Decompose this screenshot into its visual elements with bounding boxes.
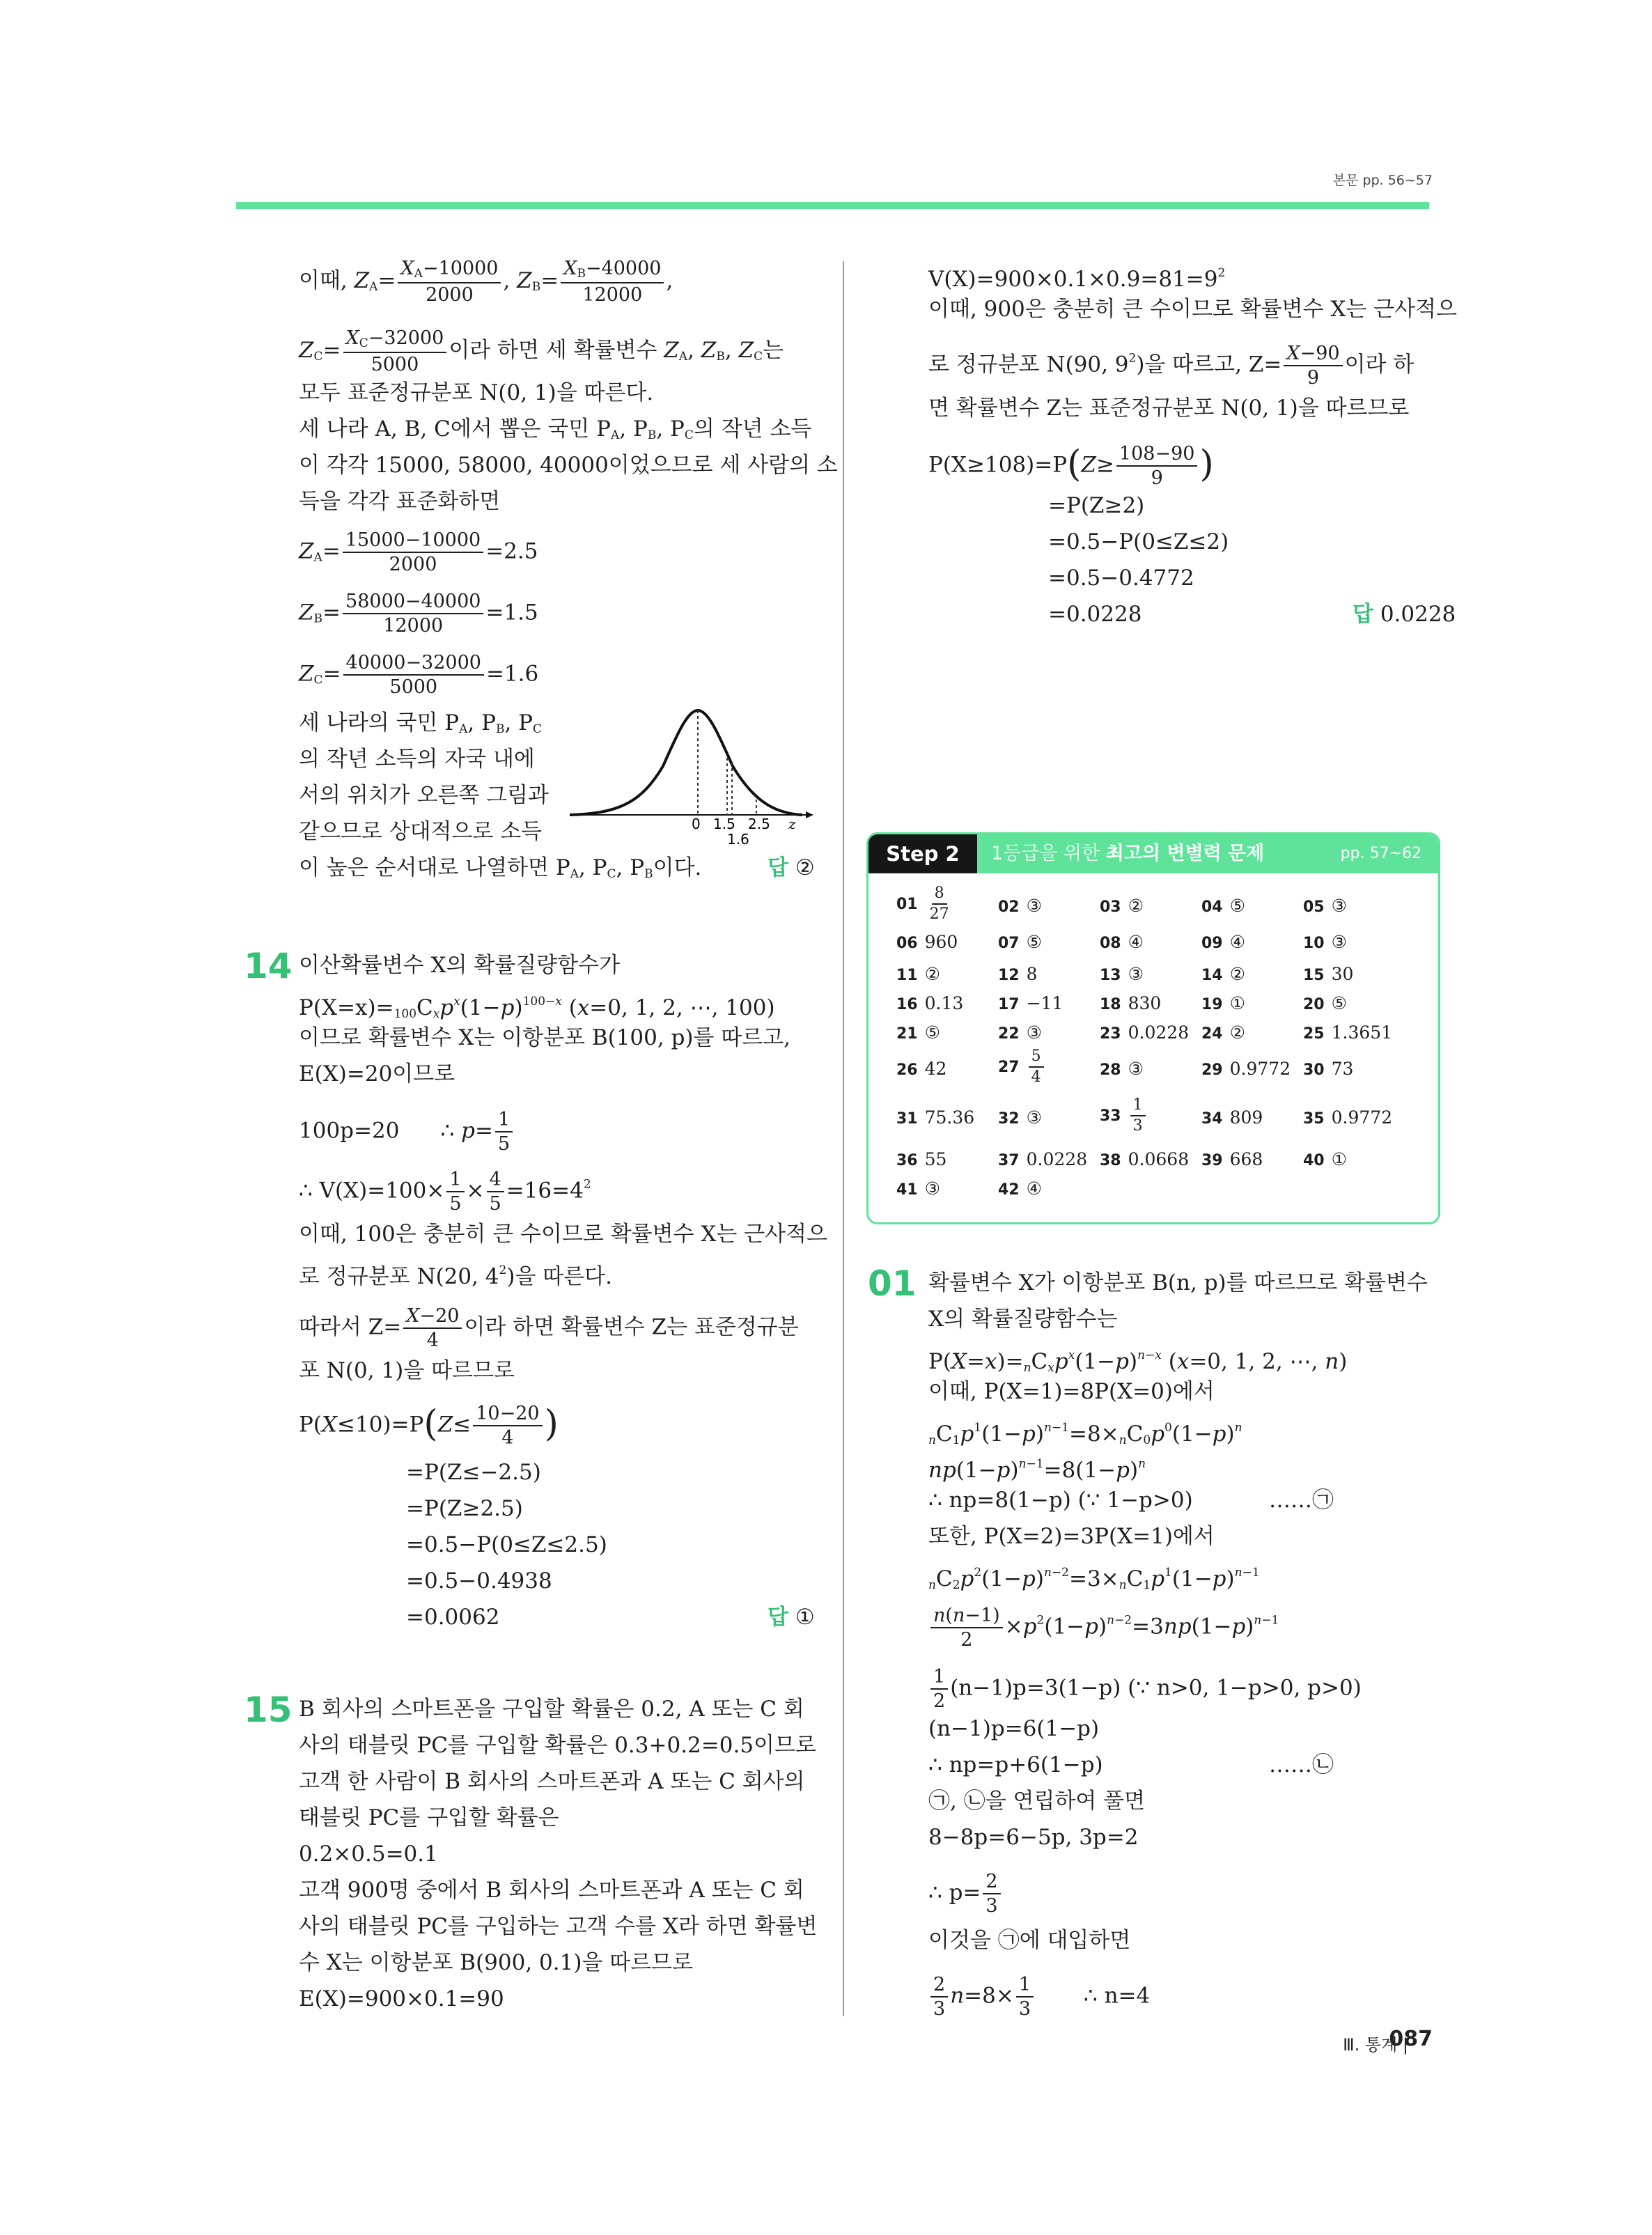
equation: $\frac{1}{2}$ (n−1)p=3(1−p) (∵ n>0, 1−p>0, p>0) (928, 1667, 1362, 1711)
answer-number: 20 (1303, 996, 1325, 1013)
answer-value: ① (1331, 1149, 1348, 1169)
text-line: E(X)=20이므로 (299, 1061, 455, 1087)
answer-number: 34 (1201, 1110, 1223, 1128)
answer-fraction: $\frac{1}{3}$ (1130, 1098, 1146, 1134)
answer-value: ⑤ (1229, 896, 1246, 916)
answer-number: 10 (1303, 935, 1325, 952)
zscore-c-definition: ZC= $\frac{XC-32000}{5000}$ 이라 하면 세 확률변수 ZA, ZB, ZC는 (299, 327, 784, 375)
answer-cell (1201, 1107, 1263, 1130)
answer-value: ④ (1229, 932, 1246, 952)
answer-value: 0.0668 (1128, 1149, 1190, 1169)
answer-number: 28 (1100, 1061, 1121, 1079)
answer-value: ③ (924, 1178, 941, 1199)
standardization-15: 로 정규분포 N(90, $9^2$)을 따르고, Z= $\frac{X-90}{9}$ 이라 하 (928, 343, 1415, 389)
answer-number: 37 (998, 1152, 1020, 1169)
answer-cell (998, 896, 1042, 918)
answer-cell (1303, 1022, 1392, 1045)
step-line: =0.5−P(0≤Z≤2) (1048, 529, 1229, 554)
label-2-5: 2.5 (748, 816, 770, 832)
text-line: 고객 900명 중에서 B 회사의 스마트폰과 A 또는 C 회 (299, 1878, 804, 1903)
answer-number: 27 (998, 1058, 1020, 1076)
answer-cell (998, 993, 1063, 1015)
answer-number: 35 (1303, 1110, 1325, 1128)
text-line: 이때, P(X=1)=8P(X=0)에서 (928, 1379, 1215, 1404)
zscore-c: ZC= $\frac{40000-32000}{5000}$ =1.6 (299, 652, 539, 698)
equation: $\frac{n(n-1)}{2}$ $\times p^2(1-p)^{n-2}=3np(1-p)^{n-1}$ (928, 1606, 1279, 1649)
answer-value: ② (1128, 896, 1144, 916)
answer-value: ⑤ (924, 1022, 941, 1043)
answer-value: ② (1229, 1022, 1246, 1043)
step-line: =P(Z≤−2.5) (406, 1460, 541, 1485)
answer-value: 809 (1229, 1107, 1263, 1128)
answer-cell (998, 1049, 1046, 1085)
answer-cell (1303, 1059, 1353, 1081)
text-line: 사의 태블릿 PC를 구입할 확률은 0.3+0.2=0.5이므로 (299, 1733, 816, 1758)
answer-value: ③ (1128, 964, 1144, 984)
answer-number: 06 (896, 935, 918, 952)
answer-value: 0.9772 (1229, 1059, 1291, 1079)
label-1-6: 1.6 (727, 831, 749, 848)
answer-value: ④ (1026, 1178, 1043, 1199)
answer-value: 960 (924, 932, 958, 952)
answer-fraction: $\frac{5}{4}$ (1029, 1049, 1044, 1085)
answer-cell (1100, 1059, 1144, 1081)
answer-value: ③ (1128, 1059, 1144, 1079)
answer-number: 09 (1201, 935, 1223, 952)
answer-15: 답 0.0228 (1353, 602, 1456, 627)
equation: $\frac{2}{3}$ n=8× $\frac{1}{3}$ ∴ n=4 (928, 1975, 1150, 2018)
answer-cell (1100, 896, 1144, 918)
answer-cell (998, 932, 1042, 954)
answer-number: 22 (998, 1025, 1020, 1043)
answer-value: 73 (1331, 1059, 1354, 1079)
text-line: 사의 태블릿 PC를 구입하는 고객 수를 X라 하면 확률변 (299, 1914, 818, 1939)
answer-number: 13 (1100, 967, 1121, 984)
answer-value: 42 (924, 1059, 947, 1079)
answer-cell (1303, 1149, 1347, 1171)
problem-number-15: 15 (244, 1690, 293, 1730)
answer-value: ③ (1026, 896, 1043, 916)
answer-cell (1201, 896, 1245, 918)
equation: ∴ np=8(1−p) (∵ 1−p>0) (928, 1488, 1193, 1513)
equation: $np(1-p)^{n-1}=8(1-p)^n$ (928, 1457, 1146, 1483)
answer-number: 26 (896, 1061, 918, 1079)
text-line: 면 확률변수 Z는 표준정규분포 N(0, 1)을 따르므로 (928, 396, 1410, 421)
answer-number: 25 (1303, 1025, 1325, 1043)
answer-value: ③ (1026, 1022, 1043, 1043)
answer-number: 16 (896, 996, 918, 1013)
answer-cell (1100, 1098, 1148, 1134)
step2-header (868, 834, 1438, 873)
text-line: 포 N(0, 1)을 따르므로 (299, 1358, 515, 1383)
text-line: 모두 표준정규분포 N(0, 1)을 따른다. (299, 380, 654, 405)
equation: $nC2p^2(1-p)^{n-2}=3\times nC1p^1(1-p)^{n-1}$ (928, 1566, 1260, 1592)
answer-number: 05 (1303, 898, 1325, 916)
answer-value: 1.3651 (1331, 1022, 1393, 1043)
answer-13: 답 ② (767, 855, 815, 880)
text-line: 세 나라의 국민 PA, PB, PC (299, 710, 543, 736)
footer-section: Ⅲ. 통계 | (1343, 2035, 1408, 2055)
answer-cell (1303, 896, 1347, 918)
answer-value: ⑤ (1331, 993, 1348, 1013)
answer-value: 30 (1331, 964, 1354, 984)
column-divider (843, 261, 844, 2016)
answer-cell (1303, 1107, 1392, 1130)
step-line: =P(Z≥2.5) (406, 1496, 523, 1521)
text-line: 의 작년 소득의 자국 내에 (299, 747, 535, 772)
step-line: =P(Z≥2) (1048, 493, 1145, 518)
answer-cell (896, 886, 954, 922)
answer-cell (1303, 932, 1347, 954)
answer-cell (896, 932, 958, 954)
answer-number: 36 (896, 1152, 918, 1169)
answer-cell (896, 993, 963, 1015)
equation: (n−1)p=6(1−p) (928, 1716, 1100, 1741)
answer-number: 38 (1100, 1152, 1121, 1169)
answer-number: 40 (1303, 1152, 1325, 1169)
answer-number: 01 (896, 895, 918, 913)
equation: ∴ np=p+6(1−p) (928, 1752, 1103, 1777)
probability-15: P(X≥108)=P(Z≥ $\frac{108-90}{9}$ ) (928, 443, 1214, 489)
answer-value: ⑤ (1026, 932, 1043, 952)
step2-answer-box (866, 832, 1440, 1224)
text-line: 서의 위치가 오른쪽 그림과 (299, 783, 549, 808)
equation: ∴ p= $\frac{2}{3}$ (928, 1872, 1003, 1915)
answer-number: 24 (1201, 1025, 1223, 1043)
text-line: 태블릿 PC를 구입할 확률은 (299, 1805, 559, 1830)
answer-value: ② (924, 964, 941, 984)
answer-value: −11 (1026, 993, 1063, 1013)
header-rule (236, 202, 1429, 209)
step2-label: Step 2 (868, 834, 977, 873)
answer-value: ② (1229, 964, 1246, 984)
bell-curve (570, 710, 802, 815)
text-line: 이 높은 순서대로 나열하면 PA, PC, PB이다. (299, 855, 702, 881)
answer-value: ④ (1128, 932, 1144, 952)
variance-15: $V(X)=900\times 0.1\times 0.9=81=9^2$ (928, 266, 1226, 292)
equation: $nC1p^1(1-p)^{n-1}=8\times nC0p^0(1-p)^n$ (928, 1421, 1242, 1447)
answer-cell (896, 1107, 974, 1130)
text-line: 0.2×0.5=0.1 (299, 1841, 438, 1867)
text-line: 이 각각 15000, 58000, 40000이었으므로 세 사람의 소 (299, 453, 838, 478)
answer-number: 42 (998, 1181, 1020, 1199)
answer-cell (896, 1178, 940, 1201)
pmf-01: $P(X=x)=nCxp^x(1-p)^{n-x}$ (x=0, 1, 2, ⋯, n) (928, 1348, 1348, 1375)
answer-number: 31 (896, 1110, 918, 1128)
answer-cell (1100, 1022, 1189, 1045)
answer-number: 23 (1100, 1025, 1121, 1043)
answer-value: ③ (1331, 896, 1348, 916)
answer-value: 75.36 (924, 1107, 975, 1128)
text-line: X의 확률질량함수는 (928, 1307, 1118, 1332)
answer-fraction: $\frac{8}{27}$ (929, 885, 949, 923)
answer-cell (998, 1178, 1042, 1201)
answer-number: 14 (1201, 967, 1223, 984)
answer-number: 39 (1201, 1152, 1223, 1169)
variance-equation: ∴ V(X)=100× $\frac{1}{5}$ × $\frac{4}{5}$ $=16=4^2$ (299, 1169, 591, 1215)
answer-cell (896, 1149, 946, 1171)
answer-number: 12 (998, 967, 1020, 984)
answer-cell (998, 964, 1038, 986)
answer-number: 21 (896, 1025, 918, 1043)
page-number: 087 (1389, 2027, 1433, 2051)
answer-cell (998, 1022, 1042, 1045)
answer-value: 0.0228 (1026, 1149, 1088, 1169)
answer-number: 30 (1303, 1061, 1325, 1079)
zscore-definitions: 이때, ZA= $\frac{XA-10000}{2000}$ , ZB= $\frac{XB-40000}{12000}$ , (299, 258, 673, 306)
page-reference: 본문 pp. 56~57 (1332, 173, 1433, 188)
answer-value: ③ (1331, 932, 1348, 952)
answer-cell (896, 964, 940, 986)
step-line: =0.5−P(0≤Z≤2.5) (406, 1532, 607, 1557)
standardization-14: 따라서 Z= $\frac{X-20}{4}$ 이라 하면 확률변수 Z는 표준정규분 (299, 1305, 799, 1351)
answer-value: 0.13 (924, 993, 964, 1013)
answer-number: 07 (998, 935, 1020, 952)
probability-14: P(X≤10)=P(Z≤ $\frac{10-20}{4}$ ) (299, 1403, 559, 1449)
equation-marker-1: ……㉠ (1269, 1488, 1334, 1513)
mean-equation: 100p=20 ∴ p= $\frac{1}{5}$ (299, 1110, 515, 1153)
label-z: z (788, 816, 796, 832)
answer-number: 04 (1201, 898, 1223, 916)
pmf-14: $P(X=x)=100Cxp^x(1-p)^{100-x}$ (x=0, 1, 2, ⋯, 100) (299, 995, 775, 1021)
step-line: =0.0062 (406, 1605, 500, 1630)
text-line: 고객 한 사람이 B 회사의 스마트폰과 A 또는 C 회사의 (299, 1769, 805, 1794)
text-line: 이므로 확률변수 X는 이항분포 B(100, p)를 따르고, (299, 1025, 791, 1050)
step-line: =0.0228 (1048, 602, 1142, 627)
answer-number: 41 (896, 1181, 918, 1199)
answer-number: 03 (1100, 898, 1121, 916)
answer-cell (1100, 932, 1144, 954)
answer-cell (1100, 993, 1161, 1015)
problem-number-14: 14 (244, 946, 293, 986)
answer-cell (998, 1107, 1042, 1130)
answer-value: 55 (924, 1149, 947, 1169)
x-axis-arrow (806, 811, 813, 818)
text-line: 같으므로 상대적으로 소득 (299, 819, 543, 844)
answer-value: 0.0228 (1128, 1022, 1190, 1043)
answer-cell (1100, 964, 1144, 986)
answer-cell (1201, 964, 1245, 986)
normal-curve-figure (566, 696, 816, 850)
equation-marker-2: ……㉡ (1269, 1752, 1334, 1777)
equation: 8−8p=6−5p, 3p=2 (928, 1825, 1139, 1850)
text-line: 이산확률변수 X의 확률질량함수가 (299, 953, 621, 978)
answer-value: ③ (1026, 1107, 1043, 1128)
step2-pages: pp. 57~62 (1340, 845, 1421, 862)
answer-value: ① (1229, 993, 1246, 1013)
answer-number: 08 (1100, 935, 1121, 952)
answer-value: 830 (1128, 993, 1162, 1013)
zscore-a: ZA= $\frac{15000-10000}{2000}$ =2.5 (299, 529, 538, 575)
answer-cell (1201, 1022, 1245, 1045)
answer-number: 11 (896, 967, 918, 984)
answer-value: 668 (1229, 1149, 1263, 1169)
problem-number-01: 01 (868, 1263, 917, 1304)
text-line: 로 정규분포 N(20, $4^2$)을 따른다. (299, 1263, 612, 1289)
step-line: =0.5−0.4938 (406, 1568, 552, 1594)
answer-14: 답 ① (767, 1605, 815, 1630)
zscore-b: ZB= $\frac{58000-40000}{12000}$ =1.5 (299, 591, 538, 637)
answer-cell (1201, 993, 1245, 1015)
answer-cell (1201, 1149, 1263, 1171)
answer-number: 17 (998, 996, 1020, 1013)
text-line: 이때, 100은 충분히 큰 수이므로 확률변수 X는 근사적으 (299, 1222, 827, 1247)
text-line: 이것을 ㉠에 대입하면 (928, 1928, 1131, 1953)
text-line: 확률변수 X가 이항분포 B(n, p)를 따르므로 확률변수 (928, 1270, 1428, 1295)
answer-cell (1100, 1149, 1189, 1171)
answer-number: 33 (1100, 1107, 1121, 1125)
answer-number: 18 (1100, 996, 1121, 1013)
answer-cell (1303, 964, 1353, 986)
step-line: =0.5−0.4772 (1048, 566, 1194, 591)
answer-number: 32 (998, 1110, 1020, 1128)
text-line: 또한, P(X=2)=3P(X=1)에서 (928, 1524, 1215, 1549)
text-line: B 회사의 스마트폰을 구입할 확률은 0.2, A 또는 C 회 (299, 1697, 804, 1722)
text-line: ㉠, ㉡을 연립하여 풀면 (928, 1789, 1146, 1814)
answer-cell (998, 1149, 1087, 1171)
answer-number: 15 (1303, 967, 1325, 984)
answer-cell (1201, 932, 1245, 954)
text-line: E(X)=900×0.1=90 (299, 1986, 504, 2011)
text-line: 이때, 900은 충분히 큰 수이므로 확률변수 X는 근사적으 (928, 297, 1457, 322)
label-0: 0 (692, 816, 701, 832)
answer-value: 8 (1026, 964, 1038, 984)
answer-number: 29 (1201, 1061, 1223, 1079)
answer-cell (1201, 1059, 1291, 1081)
answer-number: 19 (1201, 996, 1223, 1013)
step2-title: 1등급을 위한 최고의 변별력 문제 (991, 843, 1265, 864)
answer-cell (896, 1059, 946, 1081)
label-1-5: 1.5 (713, 816, 735, 832)
answer-cell (1303, 993, 1347, 1015)
answer-number: 02 (998, 898, 1020, 916)
text-line: 수 X는 이항분포 B(900, 0.1)을 따르므로 (299, 1950, 694, 1975)
text-line: 득을 각각 표준화하면 (299, 489, 501, 514)
answer-cell (896, 1022, 940, 1045)
answer-value: 0.9772 (1331, 1107, 1393, 1128)
text-line: 세 나라 A, B, C에서 뽑은 국민 PA, PB, PC의 작년 소득 (299, 416, 812, 442)
